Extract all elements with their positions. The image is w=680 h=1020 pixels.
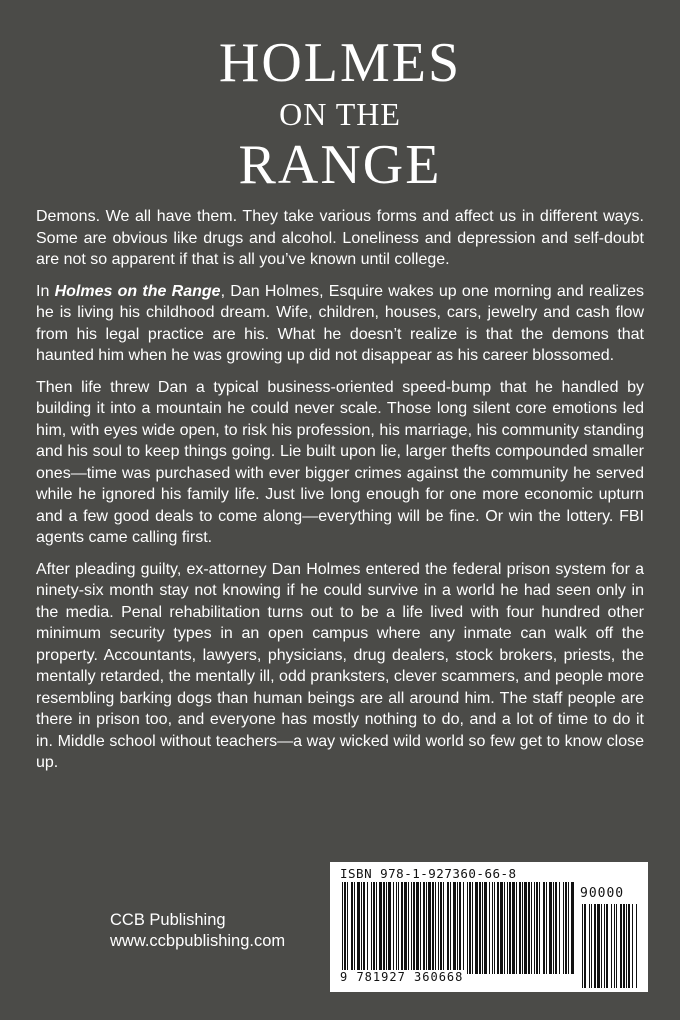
description-paragraph-2	[36, 281, 644, 367]
isbn-barcode	[330, 862, 648, 992]
paragraph-2-prefix: In	[36, 282, 55, 300]
paragraph-2-text: , Dan Holmes, Esquire wakes up one morning and realizes he is living his childhood dream. Wife, children, houses, cars, jewelry and cash flow from his legal practice are his. What he doesn’t realize is that the demons that haunted him when he was growing up did not disappear as his career blossomed.	[36, 282, 644, 364]
isbn-label: ISBN 978-1-927360-66-8	[340, 866, 517, 881]
ean-digits: 9 781927 360668	[340, 970, 464, 984]
price-code: 90000	[580, 886, 625, 901]
book-description	[36, 206, 644, 784]
book-title	[0, 32, 680, 196]
description-paragraph-3: Then life threw Dan a typical business-oriented speed-bump that he handled by building it into a mountain he could never scale. Those long silent core emotions led him, with eyes wide open, to risk his profession, his marriage, his community standing and his soul to keep things going. Lie built upon lie, larger thefts compounded smaller ones—time was purchased with ever bigger crimes against the community he served while he ignored his family life. Just live long enough for one more economic upturn and a few good deals to come along—everything will be fine. Or win the lottery. FBI agents came calling first.	[36, 378, 644, 546]
publisher-info	[110, 910, 285, 952]
title-line-2: ON THE	[279, 96, 401, 132]
publisher-website: www.ccbpublishing.com	[110, 932, 286, 950]
title-line-3: RANGE	[238, 134, 442, 196]
inline-book-title: Holmes on the Range	[54, 282, 221, 300]
publisher-name: CCB Publishing	[110, 911, 226, 929]
title-line-1: HOLMES	[218, 32, 462, 94]
description-paragraph-4: After pleading guilty, ex-attorney Dan Holmes entered the federal prison system for a ninety-six month stay not knowing if he could survive in a world he had seen only in the media. Penal rehabilitation turns out to be a life lived with four hundred other minimum security types in an open campus where any inmate can walk off the property. Accountants, lawyers, physicians, drug dealers, stock brokers, priests, the mentally retarded, the mentally ill, odd pranksters, clever scammers, and people more resembling barking dogs than human beings are all around him. The staff people are there in prison too, and everyone has mostly nothing to do, and a lot of time to do it in. Middle school without teachers—a way wicked wild world so few get to know close up.	[36, 560, 644, 771]
description-paragraph-1: Demons. We all have them. They take various forms and affect us in different ways. Some are obvious like drugs and alcohol. Loneliness and depression and self-doubt are not so apparent if that is all you’ve known until college.	[36, 208, 644, 268]
